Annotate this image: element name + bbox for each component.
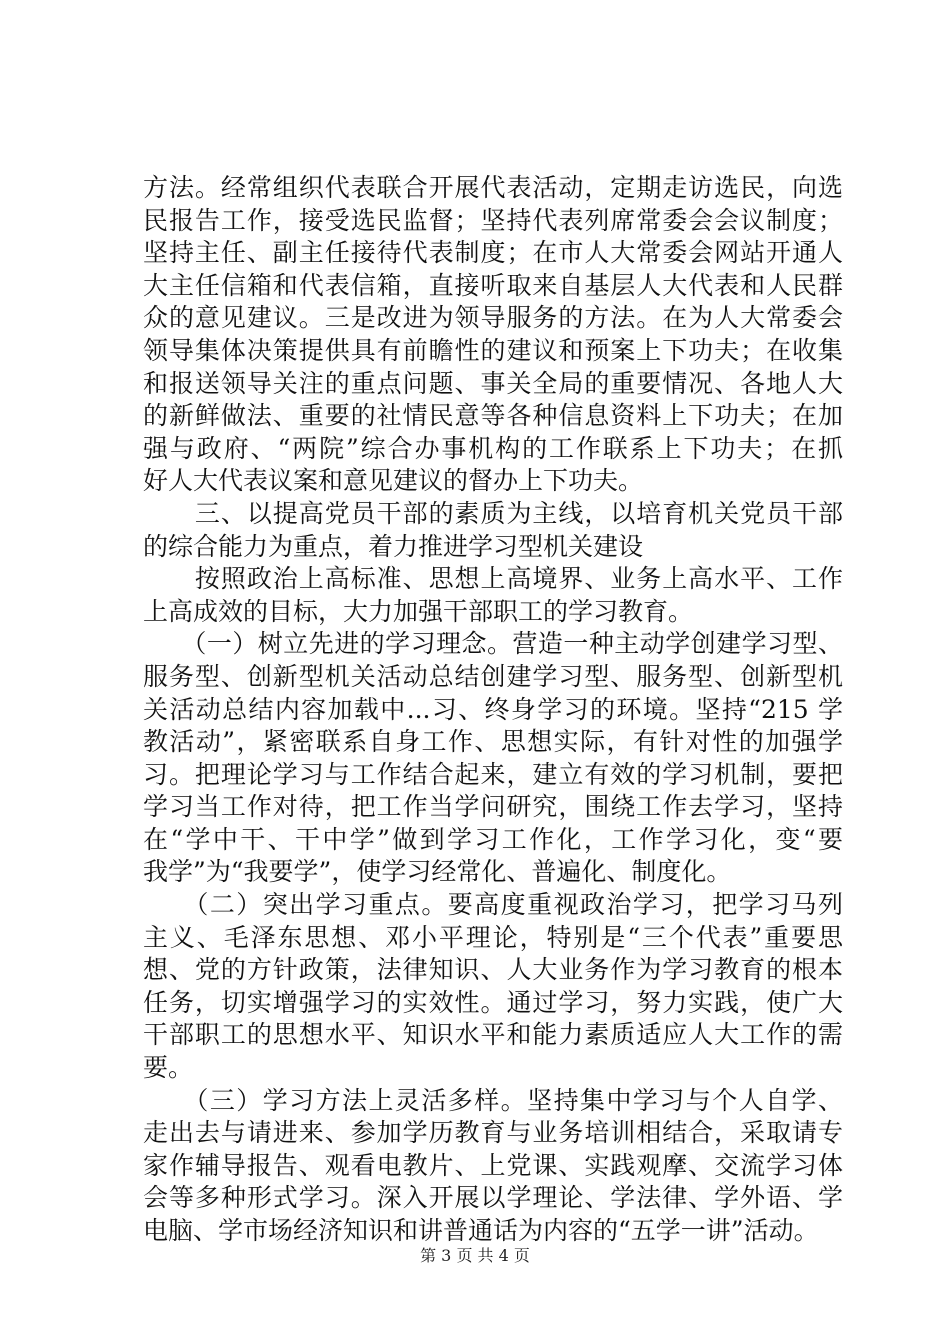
text-line: 的综合能力为重点，着力推进学习型机关建设 xyxy=(143,531,644,561)
text-line: 习。把理论学习与工作结合起来，建立有效的学习机制，要把 xyxy=(143,759,843,789)
text-line: （三）学习方法上灵活多样。坚持集中学习与个人自学、 xyxy=(143,1085,843,1115)
text-line: 家作辅导报告、观看电教片、上党课、实践观摩、交流学习体 xyxy=(143,1150,843,1180)
text-line: 领导集体决策提供具有前瞻性的建议和预案上下功夫；在收集 xyxy=(143,335,843,365)
text-line: 强与政府、“两院”综合办事机构的工作联系上下功夫；在抓 xyxy=(143,433,843,463)
text-line: 任务，切实增强学习的实效性。通过学习，努力实践，使广大 xyxy=(143,987,843,1017)
text-line: 服务型、创新型机关活动总结创建学习型、服务型、创新型机 xyxy=(143,661,843,691)
text-line: 会等多种形式学习。深入开展以学理论、学法律、学外语、学 xyxy=(143,1183,843,1213)
text-line: 众的意见建议。三是改进为领导服务的方法。在为人大常委会 xyxy=(143,303,843,333)
text-line: 方法。经常组织代表联合开展代表活动，定期走访选民，向选 xyxy=(143,173,843,202)
text-line: 上高成效的目标，大力加强干部职工的学习教育。 xyxy=(143,596,694,626)
text-line: 学习当工作对待，把工作当学问研究，围绕工作去学习，坚持 xyxy=(143,792,843,822)
text-line: 按照政治上高标准、思想上高境界、业务上高水平、工作 xyxy=(143,564,843,594)
text-line: 我学”为“我要学”，使学习经常化、普遍化、制度化。 xyxy=(143,857,732,887)
text-line: 的新鲜做法、重要的社情民意等各种信息资料上下功夫；在加 xyxy=(143,401,843,431)
text-line: 关活动总结内容加载中...习、终身学习的环境。坚持“215 学 xyxy=(143,694,843,724)
text-line: 想、党的方针政策，法律知识、人大业务作为学习教育的根本 xyxy=(143,955,843,985)
text-line: 走出去与请进来、参加学历教育与业务培训相结合，采取请专 xyxy=(143,1118,843,1148)
body-text xyxy=(143,172,843,1248)
text-line: 干部职工的思想水平、知识水平和能力素质适应人大工作的需 xyxy=(143,1020,843,1050)
text-line: 大主任信箱和代表信箱，直接听取来自基层人大代表和人民群 xyxy=(143,270,843,300)
text-line: 教活动”，紧密联系自身工作、思想实际，有针对性的加强学 xyxy=(143,727,843,757)
text-line: 电脑、学市场经济知识和讲普通话为内容的“五学一讲”活动。 xyxy=(143,1216,819,1245)
text-line: （一）树立先进的学习理念。营造一种主动学创建学习型、 xyxy=(143,629,843,659)
text-line: 要。 xyxy=(143,1053,194,1083)
text-line: 在“学中干、干中学”做到学习工作化，工作学习化，变“要 xyxy=(143,824,843,854)
text-line: 主义、毛泽东思想、邓小平理论，特别是“三个代表”重要思 xyxy=(143,922,843,952)
text-line: 三、以提高党员干部的素质为主线，以培育机关党员干部 xyxy=(143,498,843,528)
text-line: （二）突出学习重点。要高度重视政治学习，把学习马列 xyxy=(143,890,843,920)
text-line: 民报告工作，接受选民监督；坚持代表列席常委会会议制度； xyxy=(143,205,843,235)
page-footer: 第 3 页 共 4 页 xyxy=(420,1246,530,1265)
text-line: 和报送领导关注的重点问题、事关全局的重要情况、各地人大 xyxy=(143,368,843,398)
text-line: 好人大代表议案和意见建议的督办上下功夫。 xyxy=(143,466,644,496)
text-line: 坚持主任、副主任接待代表制度；在市人大常委会网站开通人 xyxy=(143,238,843,268)
